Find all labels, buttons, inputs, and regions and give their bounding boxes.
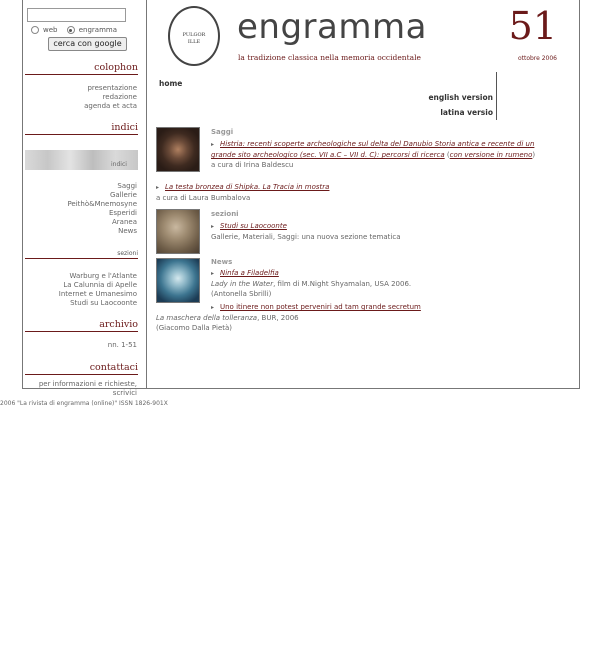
link-gallerie[interactable]: Gallerie [109, 191, 137, 199]
search-scope [31, 26, 124, 34]
link-news[interactable]: News [118, 227, 137, 235]
laocoonte-link[interactable]: Studi su Laocoonte [220, 222, 287, 230]
link-presentazione[interactable]: presentazione [87, 84, 137, 92]
issue-date: ottobre 2006 [517, 55, 557, 62]
saggi-item-1 [211, 139, 556, 170]
indici-links [67, 182, 137, 236]
link-peitho[interactable]: Peithò&Mnemosyne [67, 200, 137, 208]
archivio-links [108, 341, 137, 350]
film-author: (Antonella Sbrilli) [211, 290, 272, 298]
film-title: Lady in the Water [211, 280, 274, 288]
google-search-button[interactable]: cerca con google [48, 37, 127, 51]
itinere-row [156, 302, 556, 313]
shipka-author: a cura di Laura Bumbalova [156, 194, 251, 202]
histria-paren-open: ( [444, 151, 450, 159]
book-title: La maschera della tolleranza [156, 314, 258, 322]
english-version-link[interactable]: english version [428, 93, 493, 102]
page-frame [22, 0, 580, 397]
bullet-icon: ▸ [211, 223, 215, 230]
colophon-heading: colophon [25, 62, 138, 75]
contatti-heading: contattaci [25, 362, 138, 375]
home-link[interactable]: home [159, 79, 183, 88]
rumeno-link[interactable]: con versione in rumeno [449, 151, 533, 159]
tagline: la tradizione classica nella memoria occidentale [238, 53, 421, 62]
link-esperidi[interactable]: Esperidi [108, 209, 137, 217]
search-input[interactable] [27, 8, 126, 22]
thumb-laocoonte-head[interactable] [156, 209, 200, 254]
footer-issn: 2006 "La rivista di engramma (online)" ISSN 1826-901X [0, 400, 168, 407]
contatti-line2[interactable]: scrivici [112, 389, 137, 397]
histria-author: a cura di Irina Baldescu [211, 161, 294, 169]
logo-text-line2: ILLE [187, 39, 201, 45]
colophon-links [84, 84, 137, 111]
link-agenda[interactable]: agenda et acta [84, 102, 137, 110]
link-warburg[interactable]: Warburg e l'Atlante [69, 272, 137, 280]
link-internet[interactable]: Internet e Umanesimo [58, 290, 137, 298]
archivio-heading: archivio [25, 319, 138, 332]
radio-engramma-label: engramma [78, 26, 117, 34]
contatti-text [39, 380, 137, 398]
issue-number: 51 [508, 4, 557, 48]
ninfa-link[interactable]: Ninfa a Filadelfia [220, 269, 279, 277]
bullet-icon: ▸ [211, 270, 215, 277]
radio-web-label: web [43, 26, 58, 34]
thumb-saggi-rosette[interactable] [156, 127, 200, 172]
sezioni-category: sezioni [211, 210, 239, 218]
news-category: News [211, 258, 233, 266]
book-line [156, 313, 556, 323]
link-aranea[interactable]: Aranea [112, 218, 137, 226]
sidebar [23, 0, 147, 397]
radio-web[interactable] [31, 26, 39, 34]
book-detail: , BUR, 2006 [257, 314, 299, 322]
sezioni-item [211, 221, 556, 242]
logo-emblem-icon [168, 6, 220, 66]
link-saggi[interactable]: Saggi [117, 182, 137, 190]
shipka-link[interactable]: La testa bronzea di Shipka. La Tracia in mostra [165, 183, 330, 191]
film-detail: , film di M.Night Shyamalan, USA 2006. [273, 280, 412, 288]
laocoonte-description: Gallerie, Materiali, Saggi: una nuova sezione tematica [211, 233, 401, 241]
indici-strip-label: indici [111, 161, 127, 168]
indici-heading: indici [25, 122, 138, 135]
brand-title: engramma [237, 7, 427, 47]
main-content [148, 0, 579, 388]
bullet-icon: ▸ [156, 184, 160, 191]
link-laocoonte[interactable]: Studi su Laocoonte [70, 299, 137, 307]
news-item-1 [211, 268, 556, 299]
news-item-2 [156, 302, 556, 333]
film-line [211, 279, 556, 289]
histria-paren-close: ) [532, 151, 536, 159]
logo-text-line1: PULGOR [182, 32, 206, 38]
itinere-link[interactable]: Uno itinere non potest perveniri ad tam grande secretum [220, 303, 421, 311]
contatti-line1[interactable]: per informazioni e richieste, [38, 380, 137, 388]
link-calunnia[interactable]: La Calunnia di Apelle [63, 281, 137, 289]
sezioni-links [59, 272, 137, 308]
latina-versio-link[interactable]: latina versio [440, 108, 493, 117]
thumb-news-face[interactable] [156, 258, 200, 303]
logo-text [170, 32, 218, 46]
lang-divider [496, 72, 497, 120]
bullet-icon: ▸ [211, 141, 215, 148]
histria-link[interactable]: Histria: recenti scoperte archeologiche sul delta del Danubio Storia antica e recente di un grande sito archeologico (sec. VII a.C – VII d. C): percorsi di ricerca [211, 140, 535, 159]
bullet-icon: ▸ [211, 304, 215, 311]
link-archivio[interactable]: nn. 1-51 [107, 341, 137, 349]
radio-engramma[interactable] [67, 26, 75, 34]
saggi-item-2 [156, 182, 556, 203]
saggi-category: Saggi [211, 128, 234, 136]
link-redazione[interactable]: redazione [102, 93, 137, 101]
sezioni-heading: sezioni [25, 250, 138, 259]
book-author: (Giacomo Dalla Pietà) [156, 324, 233, 332]
